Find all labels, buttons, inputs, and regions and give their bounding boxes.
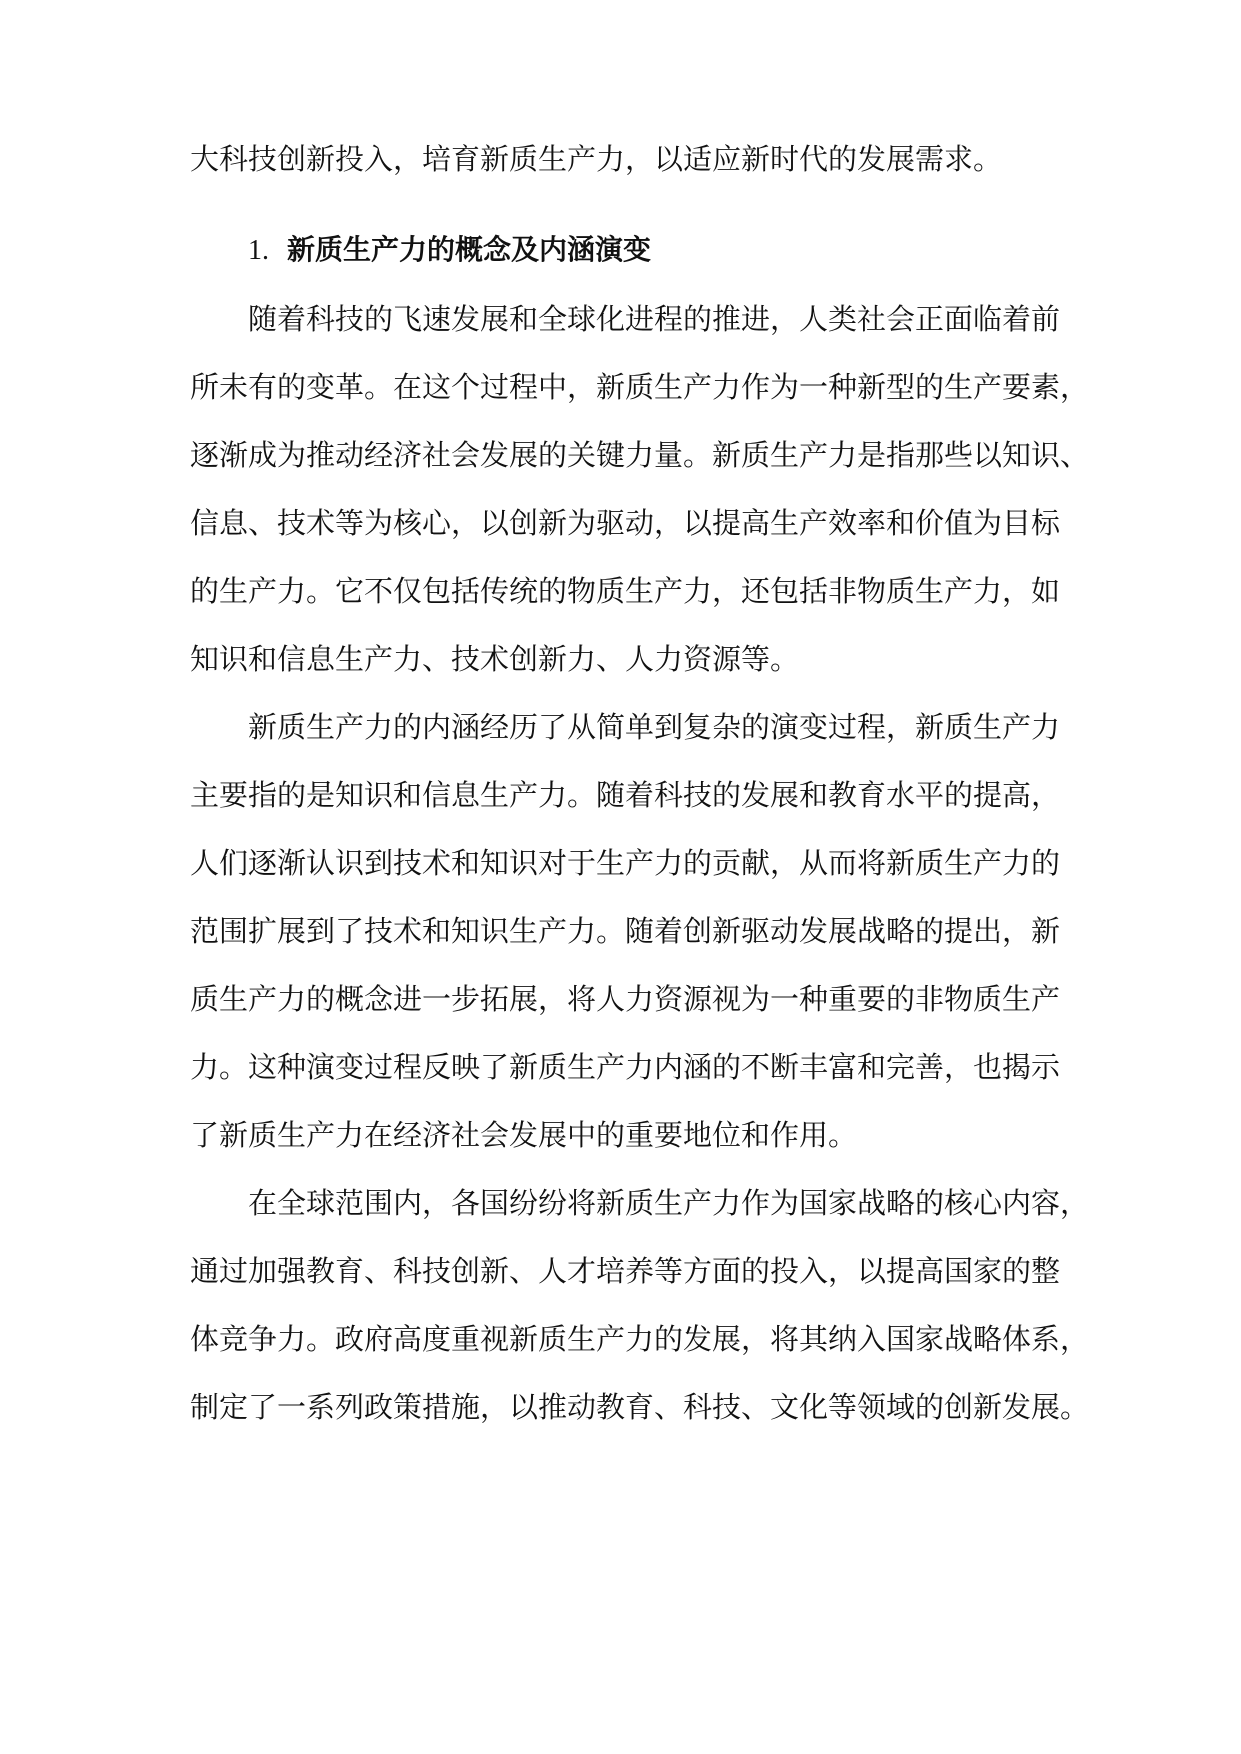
heading-title: 新质生产力的概念及内涵演变 [287,233,652,266]
paragraph-3-line: 通过加强教育、科技创新、人才培养等方面的投入，以提高国家的整 [190,1254,1061,1288]
heading-number: 1. [248,235,269,266]
paragraph-1-line: 随着科技的飞速发展和全球化进程的推进，人类社会正面临着前 [248,302,1061,336]
paragraph-2-line: 质生产力的概念进一步拓展，将人力资源视为一种重要的非物质生产 [190,982,1061,1016]
section-heading [248,230,651,271]
paragraph-1-line: 逐渐成为推动经济社会发展的关键力量。新质生产力是指那些以知识、 [190,438,1090,472]
paragraph-1-line: 信息、技术等为核心，以创新为驱动，以提高生产效率和价值为目标 [190,506,1061,540]
paragraph-3-line: 在全球范围内，各国纷纷将新质生产力作为国家战略的核心内容， [248,1186,1090,1220]
paragraph-2-line: 新质生产力的内涵经历了从简单到复杂的演变过程，新质生产力 [248,710,1061,744]
paragraph-2-line: 了新质生产力在经济社会发展中的重要地位和作用。 [190,1118,858,1152]
paragraph-3-line: 体竞争力。政府高度重视新质生产力的发展，将其纳入国家战略体系， [190,1322,1090,1356]
paragraph-1-line: 所未有的变革。在这个过程中，新质生产力作为一种新型的生产要素， [190,370,1090,404]
paragraph-1-line: 的生产力。它不仅包括传统的物质生产力，还包括非物质生产力，如 [190,574,1061,608]
paragraph-3-line: 制定了一系列政策措施，以推动教育、科技、文化等领域的创新发展。 [190,1390,1090,1424]
paragraph-1-line: 知识和信息生产力、技术创新力、人力资源等。 [190,642,800,676]
paragraph-2-line: 人们逐渐认识到技术和知识对于生产力的贡献，从而将新质生产力的 [190,846,1061,880]
intro-line: 大科技创新投入，培育新质生产力，以适应新时代的发展需求。 [190,142,1003,176]
paragraph-2-line: 力。这种演变过程反映了新质生产力内涵的不断丰富和完善，也揭示 [190,1050,1061,1084]
paragraph-2-line: 主要指的是知识和信息生产力。随着科技的发展和教育水平的提高， [190,778,1061,812]
paragraph-2-line: 范围扩展到了技术和知识生产力。随着创新驱动发展战略的提出，新 [190,914,1061,948]
